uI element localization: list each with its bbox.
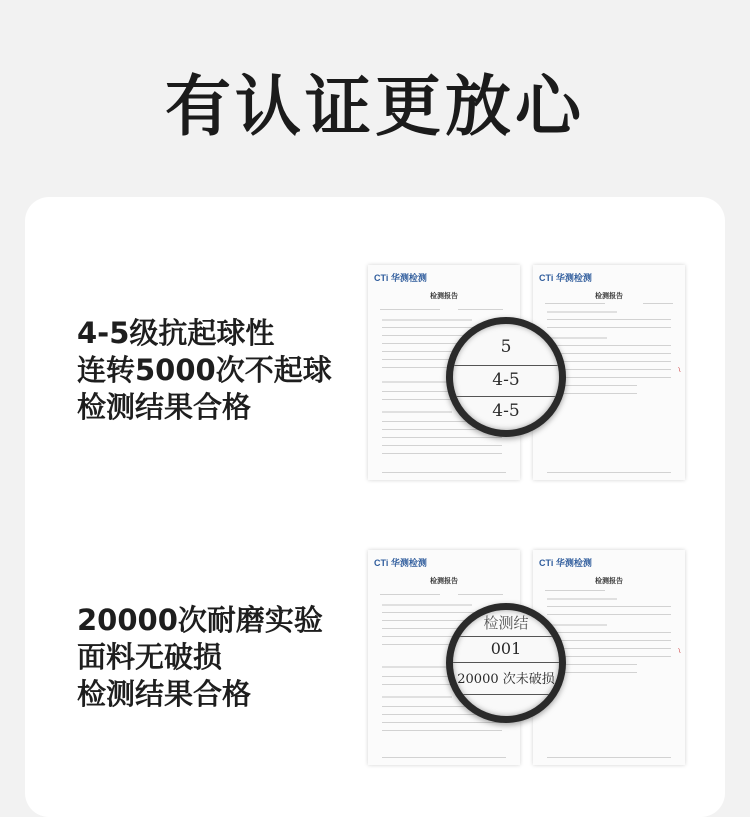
claim-line: 检测结果合格 bbox=[77, 390, 252, 424]
claim-line: 20000次耐磨实验 bbox=[77, 603, 323, 637]
magnified-value: 检测结 bbox=[483, 614, 529, 632]
claim-line: 面料无破损 bbox=[77, 640, 223, 674]
cti-logo: CTi 华测检测 bbox=[539, 273, 592, 283]
report-title: 检测报告 bbox=[430, 577, 458, 585]
cti-logo: CTi 华测检测 bbox=[374, 558, 427, 568]
test-report-page: CTi 华测检测 检测报告 ~ bbox=[533, 550, 685, 765]
cti-logo: CTi 华测检测 bbox=[374, 273, 427, 283]
report-title: 检测报告 bbox=[595, 292, 623, 300]
magnified-value: 20000 次未破损 bbox=[457, 672, 555, 687]
magnified-value: 5 bbox=[500, 337, 512, 357]
abrasion-test-claim bbox=[77, 603, 323, 714]
magnifier-lens bbox=[446, 603, 566, 723]
claim-line: 连转5000次不起球 bbox=[77, 353, 332, 387]
test-report-page: CTi 华测检测 检测报告 ~ bbox=[533, 265, 685, 480]
magnified-value: 4-5 bbox=[492, 401, 520, 421]
magnifier-lens bbox=[446, 317, 566, 437]
claim-line: 检测结果合格 bbox=[77, 677, 252, 711]
magnified-value: 4-5 bbox=[492, 370, 520, 390]
pilling-test-claim bbox=[77, 316, 332, 427]
report-title: 检测报告 bbox=[430, 292, 458, 300]
cti-logo: CTi 华测检测 bbox=[539, 558, 592, 568]
report-title: 检测报告 bbox=[595, 577, 623, 585]
magnified-value: 001 bbox=[490, 639, 522, 658]
page-headline: 有认证更放心 bbox=[165, 68, 585, 145]
claim-line: 4-5级抗起球性 bbox=[77, 316, 275, 350]
